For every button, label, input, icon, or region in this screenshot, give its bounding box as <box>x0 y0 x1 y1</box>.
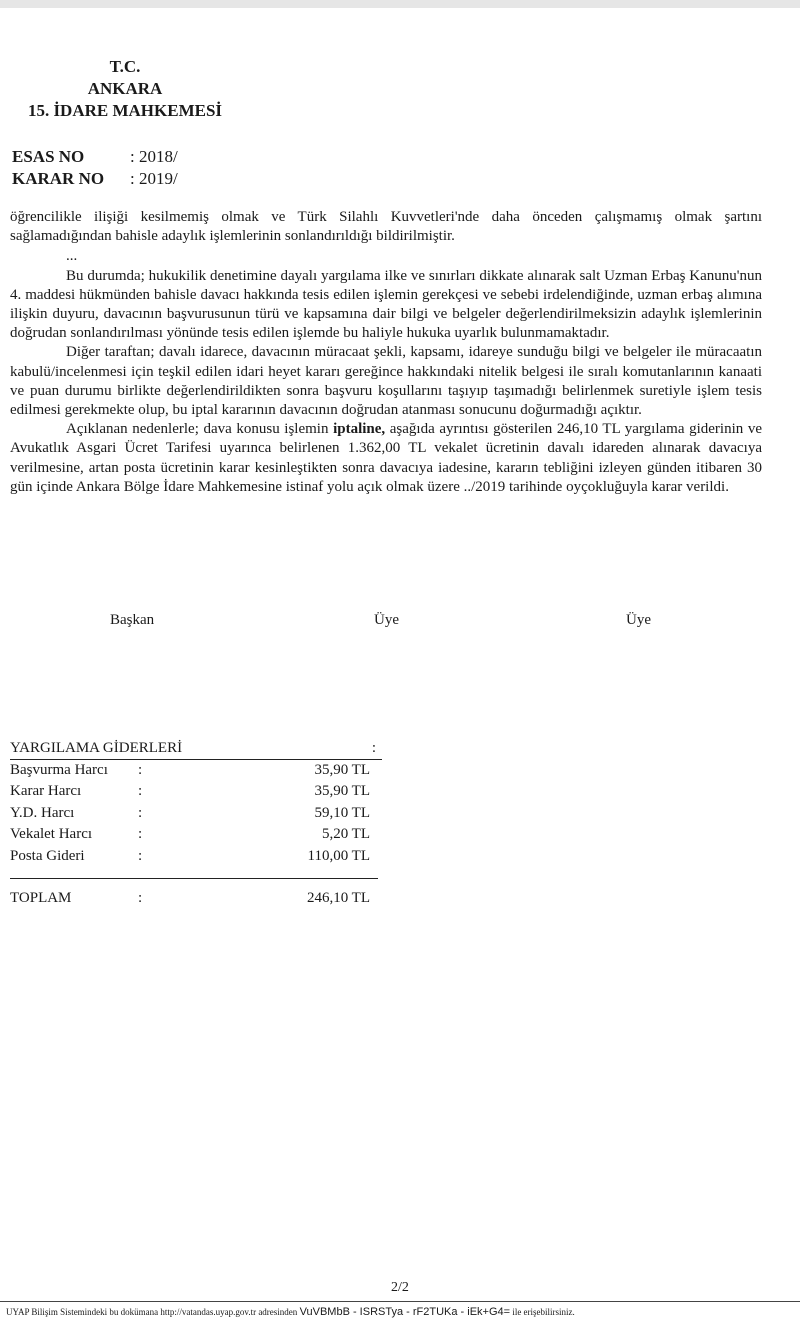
costs-header <box>10 738 382 760</box>
cost-name: Posta Gideri <box>10 847 85 864</box>
cost-sep: : <box>138 804 143 821</box>
cost-row <box>10 760 382 781</box>
header-city: ANKARA <box>87 79 163 98</box>
costs-table <box>10 738 382 909</box>
signature-uye-1: Üye <box>374 612 399 628</box>
karar-label: KARAR NO <box>12 169 105 188</box>
cost-amount: 59,10 TL <box>314 804 370 821</box>
costs-colon: : <box>371 740 376 756</box>
esas-label: ESAS NO <box>12 147 85 166</box>
header-tc: T.C. <box>109 57 141 76</box>
cost-sep: : <box>138 847 143 864</box>
paragraph-1: öğrencilikle ilişiği kesilmemiş olmak ve Türk Silahlı Kuvvetleri'nde daha önceden çalışmamış olmak şartını sağlamadığından bahisle adaylık işlemlerinin sonlandırıldığı bildirilmiştir. <box>10 209 762 245</box>
cost-row <box>10 803 382 824</box>
ellipsis: ... <box>66 248 78 265</box>
top-bar <box>0 0 800 8</box>
cost-name: Karar Harcı <box>10 783 82 800</box>
esas-value: : 2018/ <box>130 147 178 166</box>
karar-value: : 2019/ <box>130 169 178 188</box>
signature-baskan: Başkan <box>110 612 155 628</box>
total-divider <box>10 878 378 879</box>
cost-row <box>10 846 382 867</box>
total-amount: 246,10 TL <box>306 890 370 907</box>
cost-row <box>10 781 382 802</box>
footer-pre: UYAP Bilişim Sistemindeki bu dokümana http://vatandas.uyap.gov.tr adresinden <box>6 1307 298 1317</box>
paragraph-4-bold: iptaline, <box>333 421 386 438</box>
cost-name: Başvurma Harcı <box>10 762 108 778</box>
page-number: 2/2 <box>391 1280 409 1295</box>
cost-amount: 35,90 TL <box>314 762 370 778</box>
paragraph-4 <box>10 420 762 497</box>
paragraph-4-pre: Açıklanan nedenlerle; dava konusu işlemin <box>66 421 334 438</box>
signature-uye-2: Üye <box>626 612 651 628</box>
footer-post: ile erişebilirsiniz. <box>512 1307 575 1317</box>
case-numbers <box>12 146 178 190</box>
court-header <box>0 56 250 122</box>
costs-title: YARGILAMA GİDERLERİ <box>10 740 183 756</box>
cost-amount: 5,20 TL <box>321 826 370 843</box>
decision-body <box>10 208 762 497</box>
paragraph-3: Diğer taraftan; davalı idarece, davacının müracaat şekli, kapsamı, idareye sunduğu bilgi ve belgeler ile müracaatın kabulü/incelenmesi için teşkil edilen idari heyet kararı gereğince hakkındaki nitelik belgesi ile sıralı komutanlarının kanaati ve puan durumu birlikte değerlendirildikten sonra başvuru koşullarını taşıyıp taşımadığı belirlenmek suretiyle işlem tesis edilmesi gerekmekte olup, bu iptal kararının davacının doğrudan atanması sonucunu doğurmadığı açıktır. <box>10 344 762 419</box>
footer <box>6 1306 575 1318</box>
cost-sep: : <box>138 826 143 843</box>
cost-amount: 110,00 TL <box>307 847 370 864</box>
total-row <box>10 887 382 909</box>
cost-sep: : <box>138 783 143 800</box>
total-label: TOPLAM <box>10 890 72 907</box>
cost-row <box>10 824 382 845</box>
cost-sep: : <box>138 762 143 778</box>
total-sep: : <box>138 890 143 907</box>
footer-divider <box>0 1301 800 1302</box>
paragraph-4-post: aşağıda ayrıntısı gösterilen 246,10 TL yargılama giderinin ve Avukatlık Asgari Ücret Tarifesi uyarınca belirlenen 1.362,00 TL vekalet ücretinin davalı idareden alınarak davacıya verilmesine, artan posta ücretinin karar kesinleştikten sonra davacıya iadesine, kararın tebliğini izleyen günden itibaren 30 gün içinde Ankara Bölge İdare Mahkemesine istinaf yolu açık olmak üzere ../2019 tarihinde oyçokluğuyla karar verildi. <box>10 421 762 495</box>
cost-name: Vekalet Harcı <box>10 826 93 843</box>
paragraph-2: Bu durumda; hukukilik denetimine dayalı yargılama ilke ve sınırları dikkate alınarak salt Uzman Erbaş Kanunu'nun 4. maddesi hükmünden bahisle davacı hakkında tesis edilen işlemin gerekçesi ve sebebi irdelendiğinde, uzman erbaş alımına ilişkin duyuru, davacının başvurusunun türü ve kapsamına dair bilgi ve belgeler değerlendirilmeksizin adaylık işlemlerinin doğrudan sonlandırılması yönünde tesis edilen işlemde bu haliyle hukuka uyarlık bulunmamaktadır. <box>10 267 762 342</box>
footer-code: VuVBMbB - ISRSTya - rF2TUKa - iEk+G4= <box>299 1306 511 1318</box>
cost-name: Y.D. Harcı <box>10 804 75 821</box>
header-court: 15. İDARE MAHKEMESİ <box>27 101 223 120</box>
cost-amount: 35,90 TL <box>314 783 370 800</box>
